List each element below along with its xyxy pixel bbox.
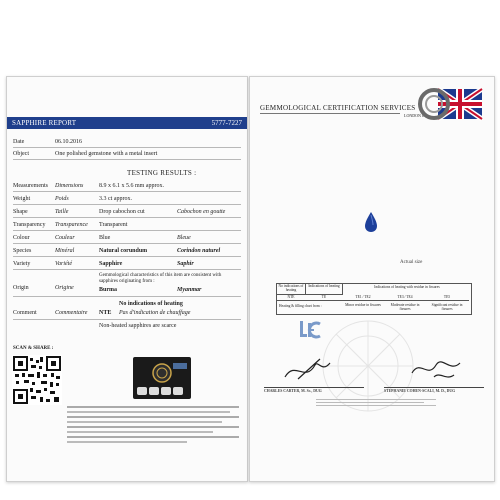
object-row	[13, 149, 241, 160]
comment-value: No indications of heating	[119, 301, 183, 307]
right-fine-print	[316, 397, 436, 408]
result-row	[13, 194, 241, 205]
report-title: SAPPHIRE REPORT	[12, 119, 77, 127]
col-no-heating: No indications of heating	[277, 284, 306, 295]
origin-value: Burma	[99, 287, 117, 293]
result-c3: 3.3 ct approx.	[99, 196, 132, 202]
result-c1: Shape	[13, 209, 28, 215]
result-c4: Cabochon en goutte	[177, 209, 226, 215]
table-header: Indications of heating with residue in fissures	[374, 285, 440, 289]
origin-value-fr: Myanmar	[177, 287, 202, 293]
table-rule	[277, 300, 469, 301]
result-c1: Transparency	[13, 222, 46, 228]
comment-divider	[13, 319, 241, 320]
object-value: One polished gemstone with a metal insert	[55, 151, 158, 157]
result-c1: Weight	[13, 196, 31, 202]
code-nte: NTE	[287, 295, 295, 299]
result-c4: Bleue	[177, 235, 191, 241]
origin-label-fr: Origine	[55, 285, 74, 291]
comment-label: Comment	[13, 310, 37, 316]
heating-chart-label: Heating & filling chart from :	[279, 304, 322, 308]
hologram-icon	[133, 357, 191, 399]
result-c3: 8.9 x 6.1 x 5.6 mm approx.	[99, 183, 164, 189]
code-te: TE	[321, 295, 327, 299]
result-c1: Colour	[13, 235, 30, 241]
result-row	[13, 246, 241, 257]
signer-right: STEPHANIE COHEN-SCALI, M. D., DUG	[384, 389, 456, 393]
result-c1: Species	[13, 248, 32, 254]
gcs-title: GEMMOLOGICAL CERTIFICATION SERVICES	[260, 104, 416, 112]
result-c4: Saphir	[177, 261, 194, 267]
gcs-subtitle: LONDON UK	[404, 113, 428, 118]
result-c4: Corindon naturel	[177, 248, 221, 254]
result-c2: Variété	[55, 261, 72, 267]
result-c1: Variety	[13, 261, 31, 267]
result-c2: Couleur	[55, 235, 75, 241]
comment-extra: Non-heated sapphires are scarce	[99, 323, 177, 329]
result-c2: Transparence	[55, 222, 88, 228]
actual-size-label: Actual size	[400, 260, 423, 265]
result-c1: Measurements	[13, 183, 48, 189]
sapphire-report-sheet	[6, 76, 248, 482]
code-te1-te2: TE1 / TE2	[355, 295, 371, 299]
date-label: Date	[13, 139, 25, 145]
date-value: 06.10.2016	[55, 139, 82, 145]
result-c3: Natural corundum	[99, 248, 148, 254]
code-te3-te4: TE3 / TE4	[397, 295, 413, 299]
signature-line-left	[264, 387, 364, 388]
date-row	[13, 137, 241, 148]
hologram-seal	[133, 357, 191, 399]
signature-line-right	[384, 387, 484, 388]
title-underline	[260, 113, 400, 114]
signer-left: CHARLES CARTER, M. Sc., DUG	[264, 389, 322, 393]
result-c3: Blue	[99, 235, 111, 241]
result-c2: Minéral	[55, 248, 75, 254]
gcs-certificate-sheet	[249, 76, 495, 482]
sapphire-gem-icon	[364, 211, 378, 233]
signature-left-icon	[280, 355, 340, 385]
comment-value-fr: Pas d'indication de chauffage	[119, 310, 191, 316]
result-row	[13, 207, 241, 218]
qr-code-icon[interactable]	[12, 355, 62, 405]
scan-share-label: SCAN & SHARE :	[13, 346, 54, 351]
object-label: Object	[13, 151, 29, 157]
origin-label: Origin	[13, 285, 29, 291]
origin-note: Gemmological characteristics of this item are consistent with sapphires originating from :	[99, 273, 222, 284]
origin-divider	[13, 296, 241, 297]
desc-minor: Minor residue in fissures	[345, 303, 381, 307]
result-c3: Drop cabochon cut	[99, 209, 145, 215]
desc-significant: Significant residue in fissures	[431, 303, 463, 311]
result-c2: Poids	[55, 196, 69, 202]
comment-label-fr: Commentaire	[55, 310, 88, 316]
desc-moderate: Moderate residue in fissures	[390, 303, 420, 311]
report-number: 5777-7227	[211, 119, 242, 127]
col-heating: Indications of heating	[306, 284, 343, 295]
result-c3: Sapphire	[99, 261, 123, 267]
result-c2: Dimensions	[55, 183, 84, 189]
signature-right-icon	[406, 353, 466, 383]
result-c2: Taille	[55, 209, 69, 215]
code-te5: TE5	[443, 295, 451, 299]
report-header-bar	[7, 117, 247, 129]
result-row	[13, 220, 241, 231]
fine-print-block	[67, 403, 239, 446]
gcs-logo-icon	[416, 87, 484, 121]
testing-results-heading: TESTING RESULTS :	[127, 169, 197, 177]
result-row	[13, 181, 241, 192]
result-row	[13, 233, 241, 244]
result-c3: Transparent	[99, 222, 128, 228]
comment-code: NTE	[99, 310, 112, 316]
result-row	[13, 259, 241, 270]
